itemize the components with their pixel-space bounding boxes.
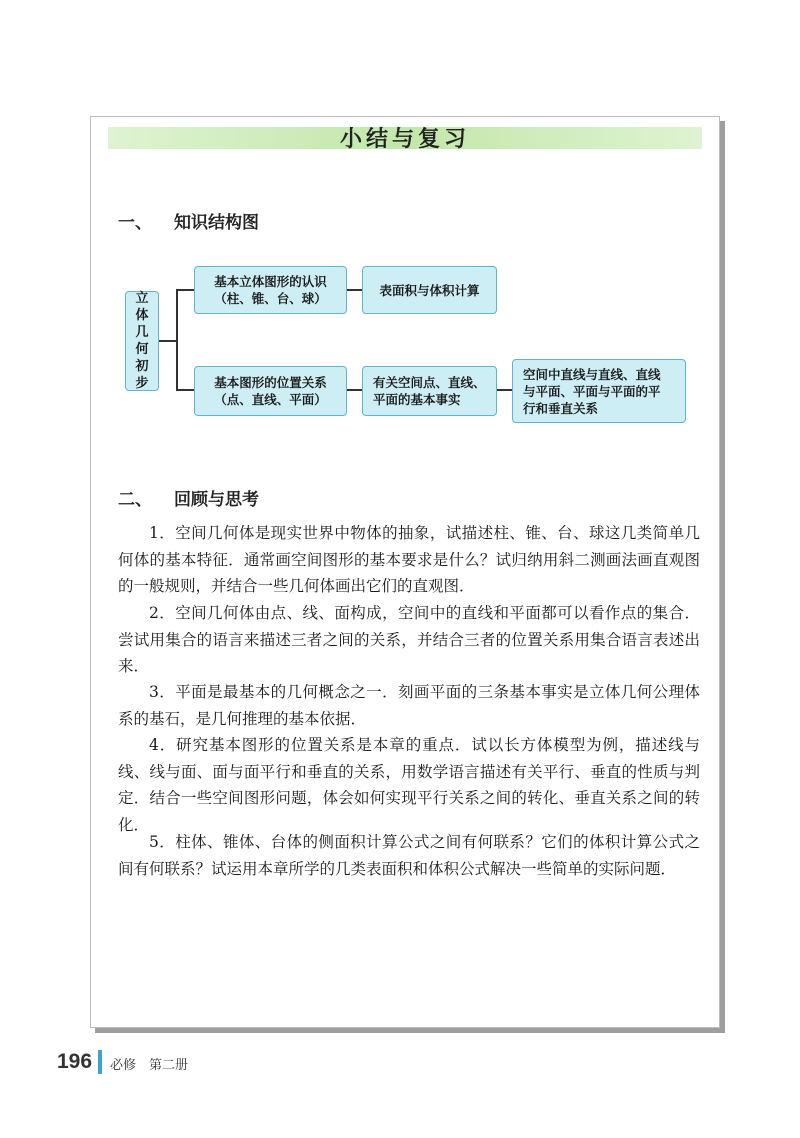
connector-line: [176, 289, 194, 291]
diagram-node-surface-volume: [362, 266, 497, 314]
diagram-node-parallel-perpendicular: [512, 359, 686, 423]
connector-line: [497, 389, 512, 391]
root-char: 初: [135, 359, 149, 374]
section-title: 回顾与思考: [174, 490, 259, 510]
node-label: 空间中直线与直线、直线 与平面、平面与平面的平 行和垂直关系: [523, 366, 661, 416]
node-label: 有关空间点、直线、 平面的基本事实: [373, 375, 486, 407]
section-title: 知识结构图: [174, 213, 259, 233]
review-paragraph-4: 4．研究基本图形的位置关系是本章的重点．试以长方体模型为例，描述线与线、线与面、面与面平行和垂直的关系，用数学语言描述有关平行、垂直的性质与判定．结合一些空间图形问题，体会如何实现平行关系之间的转化、垂直关系之间的转化．: [118, 736, 700, 834]
diagram-node-basic-facts: [362, 366, 497, 416]
connector-line: [176, 389, 194, 391]
diagram-root-node: [125, 291, 159, 391]
connector-line: [159, 340, 177, 342]
connector-line: [347, 289, 362, 291]
section-number: 一、: [118, 213, 152, 233]
review-paragraph-1: 1．空间几何体是现实世界中物体的抽象，试描述柱、锥、台、球这几类简单几何体的基本特征．通常画空间图形的基本要求是什么？试归纳用斜二测画法画直观图的一般规则，并结合一些几何体画出它们的直观图．: [118, 524, 700, 595]
node-label: 基本图形的位置关系 （点、直线、平面）: [214, 375, 327, 407]
review-paragraph-3: 3．平面是最基本的几何概念之一．刻画平面的三条基本事实是立体几何公理体系的基石，是几何推理的基本依据．: [118, 683, 700, 728]
root-char: 体: [135, 308, 149, 323]
section-heading-knowledge: [118, 208, 259, 233]
connector-line: [176, 289, 178, 390]
root-char: 步: [135, 376, 149, 391]
review-paragraph-5: 5．柱体、锥体、台体的侧面积计算公式之间有何联系？它们的体积计算公式之间有何联系？试运用本章所学的几类表面积和体积公式解决一些简单的实际问题．: [118, 833, 700, 878]
review-paragraph-2: 2．空间几何体由点、线、面构成，空间中的直线和平面都可以看作点的集合．尝试用集合的语言来描述三者之间的关系，并结合三者的位置关系用集合语言表述出来．: [118, 604, 700, 675]
diagram-node-position-relations: [194, 366, 347, 416]
footer-accent-bar: [98, 1050, 102, 1074]
book-title: 必修 第二册: [110, 1058, 189, 1073]
page-title: 小结与复习: [339, 127, 470, 152]
diagram-node-basic-solids: [194, 266, 347, 314]
root-char: 几: [135, 325, 149, 340]
connector-line: [347, 389, 362, 391]
root-char: 何: [135, 342, 149, 357]
page-number: 196: [57, 1050, 93, 1073]
section-number: 二、: [118, 490, 152, 510]
root-char: 立: [135, 291, 149, 306]
section-heading-review: [118, 485, 259, 510]
node-label: 表面积与体积计算: [379, 282, 480, 298]
node-label: 基本立体图形的认识 （柱、锥、台、球）: [214, 274, 327, 306]
